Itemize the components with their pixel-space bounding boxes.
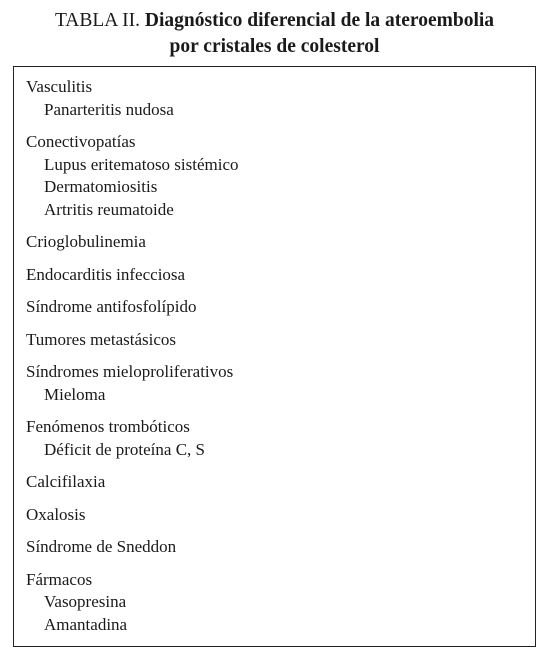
diagnosis-heading: Endocarditis infecciosa <box>26 264 186 284</box>
diagnosis-subitem: Déficit de proteína C, S <box>44 439 205 459</box>
diagnosis-heading: Tumores metastásicos <box>26 329 177 349</box>
diagnosis-subitem: Mieloma <box>44 384 106 404</box>
diagnosis-subitem: Artritis reumatoide <box>44 199 174 219</box>
diagnosis-group <box>26 76 525 121</box>
table-caption-line-1 <box>0 8 549 34</box>
diagnosis-heading: Vasculitis <box>26 77 93 96</box>
differential-diagnosis-table <box>13 66 536 647</box>
diagnosis-group <box>26 296 525 319</box>
diagnosis-heading: Fármacos <box>26 569 93 589</box>
diagnosis-heading: Síndromes mieloproliferativos <box>26 362 234 381</box>
diagnosis-heading: Oxalosis <box>26 504 86 524</box>
diagnosis-group <box>26 569 525 637</box>
diagnosis-group <box>26 131 525 221</box>
diagnosis-group <box>26 416 525 461</box>
diagnosis-subitem: Vasopresina <box>44 592 127 611</box>
diagnosis-group <box>26 329 525 352</box>
diagnosis-subitem: Amantadina <box>44 614 128 634</box>
diagnosis-heading: Síndrome antifosfolípido <box>26 297 197 316</box>
diagnosis-heading: Fenómenos trombóticos <box>26 417 190 436</box>
diagnosis-group <box>26 361 525 406</box>
diagnosis-heading: Calcifilaxia <box>26 472 106 491</box>
diagnosis-heading: Síndrome de Sneddon <box>26 537 177 556</box>
diagnosis-subitem: Panarteritis nudosa <box>44 99 174 119</box>
diagnosis-subitem: Lupus eritematoso sistémico <box>44 154 239 174</box>
table-caption <box>0 8 549 60</box>
diagnosis-heading: Conectivopatías <box>26 132 136 151</box>
table-title-line-2: por cristales de colesterol <box>169 36 380 57</box>
diagnosis-group <box>26 536 525 559</box>
diagnosis-group <box>26 231 525 254</box>
diagnosis-heading: Crioglobulinemia <box>26 232 146 251</box>
diagnosis-group <box>26 471 525 494</box>
diagnosis-group <box>26 264 525 287</box>
table-number: TABLA II. <box>54 10 141 31</box>
table-title-line-1: Diagnóstico diferencial de la ateroembolia <box>144 10 495 31</box>
diagnosis-subitem: Dermatomiositis <box>44 177 158 196</box>
diagnosis-list <box>26 76 525 646</box>
diagnosis-group <box>26 504 525 527</box>
